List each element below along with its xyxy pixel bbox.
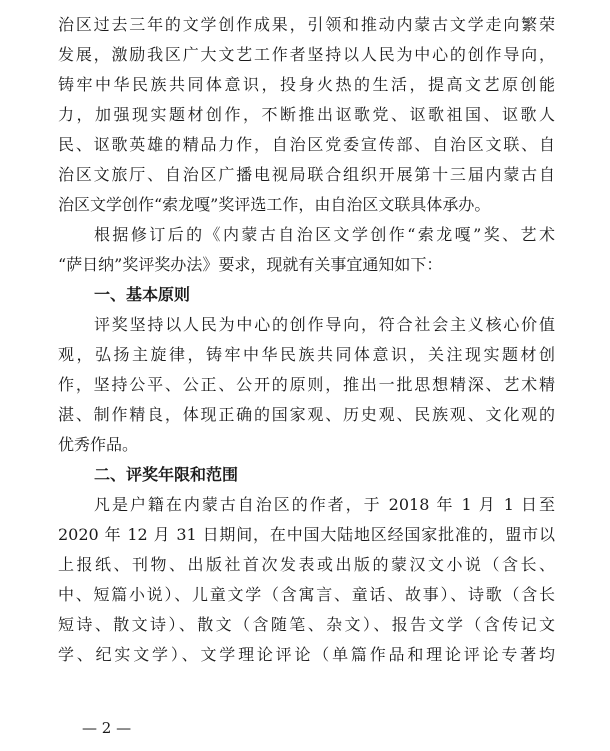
text-line: 根据修订后的《内蒙古自治区文学创作“索龙嘎”奖、艺术 — [94, 225, 555, 244]
text-line: 评奖坚持以人民为中心的创作导向，符合社会主义核心价值 — [94, 315, 555, 334]
text-line: 发展，激励我区广大文艺工作者坚持以人民为中心的创作导向， — [58, 45, 555, 64]
document-page — [58, 0, 555, 670]
text-line: 2020 年 12 月 31 日期间，在中国大陆地区经国家批准的，盟市以 — [58, 525, 555, 544]
text-line: 中、短篇小说）、儿童文学（含寓言、童话、故事）、诗歌（含长 — [58, 585, 555, 604]
text-line: 湛、制作精良，体现正确的国家观、历史观、民族观、文化观的 — [58, 405, 555, 424]
text-line: 优秀作品。 — [58, 435, 139, 454]
text-line: 治区文旅厅、自治区广播电视局联合组织开展第十三届内蒙古自 — [58, 165, 555, 184]
text-line: 铸牢中华民族共同体意识，投身火热的生活，提高文艺原创能 — [58, 75, 555, 94]
paragraph-intro — [58, 10, 555, 220]
text-line: 作，坚持公平、公正、公开的原则，推出一批思想精深、艺术精 — [58, 375, 555, 394]
paragraph-basic-principles — [58, 310, 555, 460]
paragraph-notice — [58, 220, 555, 280]
text-line: 学、纪实文学）、文学理论评论（单篇作品和理论评论专著均 — [58, 645, 555, 664]
text-line: 治区文学创作“索龙嘎”奖评选工作，由自治区文联具体承办。 — [58, 195, 491, 214]
text-line: 短诗、散文诗）、散文（含随笔、杂文）、报告文学（含传记文 — [58, 615, 555, 634]
text-line: 民、讴歌英雄的精品力作，自治区党委宣传部、自治区文联、自 — [58, 135, 555, 154]
paragraph-award-period-scope — [58, 490, 555, 670]
text-line: 上报纸、刊物、出版社首次发表或出版的蒙汉文小说（含长、 — [58, 555, 555, 574]
section-heading-award-period-scope: 二、评奖年限和范围 — [94, 465, 239, 484]
text-line: 力，加强现实题材创作，不断推出讴歌党、讴歌祖国、讴歌人 — [58, 105, 555, 124]
text-line: 观，弘扬主旋律，铸牢中华民族共同体意识，关注现实题材创 — [58, 345, 555, 364]
section-heading-basic-principles: 一、基本原则 — [94, 285, 191, 304]
text-line: 凡是户籍在内蒙古自治区的作者，于 2018 年 1 月 1 日至 — [94, 495, 555, 514]
page-number: — 2 — — [82, 719, 132, 737]
text-line: “萨日纳”奖评奖办法》要求，现就有关事宜通知如下： — [58, 255, 443, 274]
text-line: 治区过去三年的文学创作成果，引领和推动内蒙古文学走向繁荣 — [58, 15, 555, 34]
